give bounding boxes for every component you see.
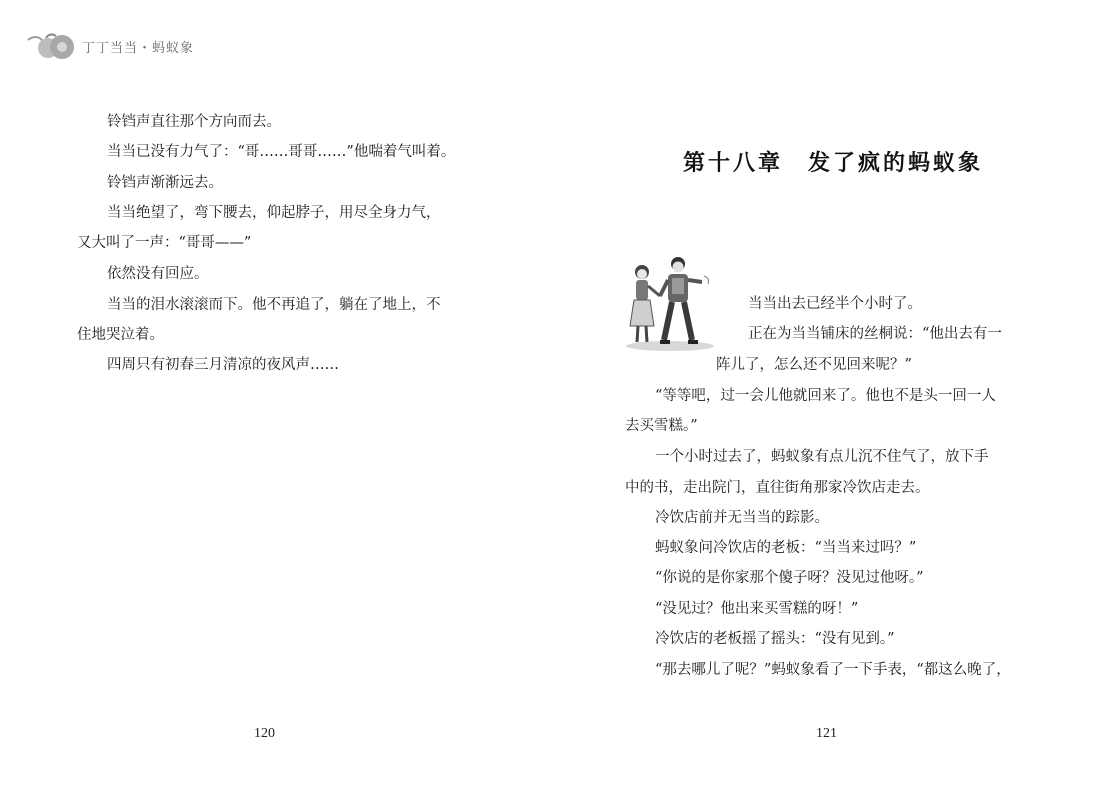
text-line: 蚂蚁象问冷饮店的老板：“当当来过吗？” [655, 540, 917, 556]
gourd-logo-icon [26, 30, 78, 62]
text-line: 当当的泪水滚滚而下。他不再追了，躺在了地上，不 [107, 297, 441, 313]
text-line: “没见过？他出来买雪糕的呀！” [655, 601, 859, 617]
text-line: 住地哭泣着。 [77, 327, 164, 343]
page-number: 121 [816, 726, 837, 741]
boy-and-girl-illustration [620, 252, 720, 352]
text-line: “等等吧，过一会儿他就回来了。他也不是头一回一人 [655, 388, 996, 404]
series-title: 丁丁当当・蚂蚁象 [82, 40, 195, 56]
right-page [548, 0, 1096, 786]
chapter-title: 第十八章 发了疯的蚂蚁象 [683, 150, 984, 176]
text-line: 去买雪糕。” [625, 418, 698, 434]
text-line: 中的书，走出院门，直往街角那家冷饮店走去。 [625, 480, 930, 496]
text-line: 当当绝望了，弯下腰去，仰起脖子，用尽全身力气， [107, 205, 441, 221]
text-line: 依然没有回应。 [107, 266, 209, 282]
text-line: 铃铛声渐渐远去。 [107, 175, 223, 191]
page-number: 120 [254, 726, 275, 741]
text-line: 阵儿了，怎么还不见回来呢？” [716, 357, 912, 373]
text-line: “那去哪儿了呢？”蚂蚁象看了一下手表，“都这么晚了， [655, 662, 1011, 678]
book-header [26, 30, 194, 62]
text-line: 又大叫了一声：“哥哥——” [77, 235, 252, 251]
text-line: “你说的是你家那个傻子呀？没见过他呀。” [655, 570, 924, 586]
text-line: 冷饮店前并无当当的踪影。 [655, 510, 829, 526]
text-line: 一个小时过去了，蚂蚁象有点儿沉不住气了，放下手 [655, 449, 989, 465]
text-line: 冷饮店的老板摇了摇头：“没有见到。” [655, 631, 895, 647]
text-line: 四周只有初春三月清凉的夜风声…… [107, 357, 339, 373]
text-line: 铃铛声直往那个方向而去。 [107, 114, 281, 130]
text-line: 当当出去已经半个小时了。 [748, 296, 922, 312]
text-line: 正在为当当铺床的丝桐说：“他出去有一 [748, 326, 1002, 342]
text-line: 当当已没有力气了：“哥……哥哥……”他喘着气叫着。 [107, 144, 456, 160]
